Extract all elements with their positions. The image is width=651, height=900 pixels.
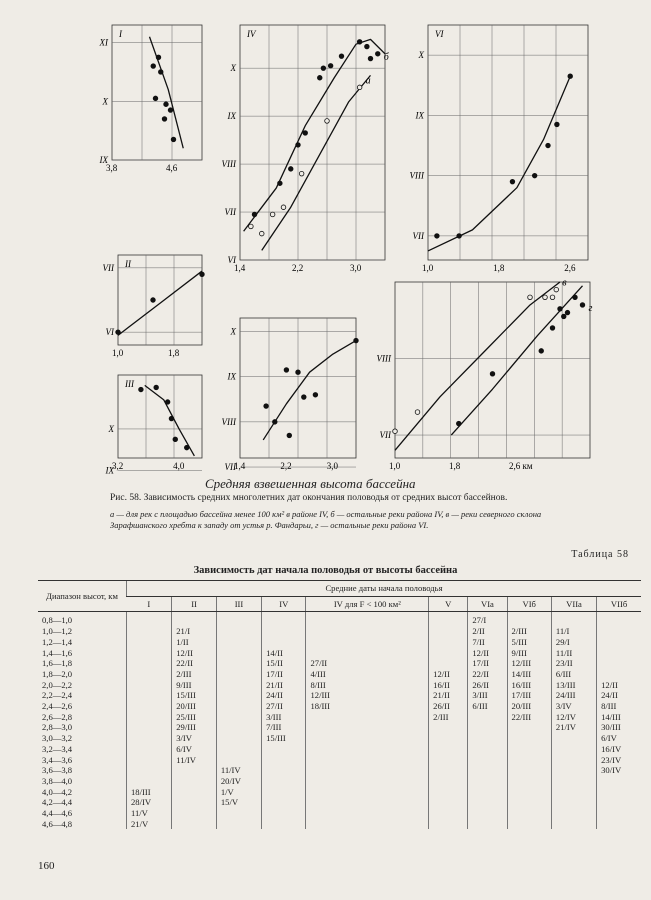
caption-text: Рис. 58. Зависимость средних многолетних дат окончания половодья от средних высот бассейнов. bbox=[110, 493, 508, 503]
data-point bbox=[156, 55, 161, 60]
x-tick-label: 1,8 bbox=[493, 263, 505, 273]
trend-curve bbox=[150, 37, 184, 149]
panel-label: III bbox=[125, 379, 134, 389]
series-label: г bbox=[588, 302, 593, 314]
page-number: 160 bbox=[38, 860, 55, 872]
y-tick-label: X bbox=[108, 423, 114, 434]
data-point-open bbox=[393, 429, 398, 434]
data-point bbox=[284, 368, 289, 373]
trend-curve bbox=[428, 76, 570, 251]
data-point bbox=[435, 234, 440, 239]
table-column: 18/III 28/IV 11/V 21/V bbox=[127, 612, 172, 830]
data-point bbox=[313, 392, 318, 397]
x-tick-label: 3,0 bbox=[350, 263, 362, 273]
data-point bbox=[153, 96, 158, 101]
x-tick-label: 1,4 bbox=[234, 461, 246, 471]
y-tick-label: VIII bbox=[221, 159, 236, 170]
y-tick-label: VIII bbox=[376, 353, 391, 364]
data-point bbox=[321, 66, 326, 71]
trend-curve bbox=[395, 282, 560, 450]
y-tick-label: IX bbox=[227, 371, 236, 382]
x-tick-label: 1,8 bbox=[168, 348, 180, 358]
col-header: VIa bbox=[468, 596, 507, 612]
col-header: VIIб bbox=[597, 596, 641, 612]
data-point bbox=[561, 314, 566, 319]
group-header: Средние даты начала половодья bbox=[127, 581, 642, 597]
data-point bbox=[546, 143, 551, 148]
col-header: III bbox=[216, 596, 261, 612]
data-point bbox=[375, 51, 380, 56]
y-tick-label: VII bbox=[224, 462, 236, 473]
y-tick-label: VII bbox=[412, 230, 424, 241]
panel-frame bbox=[112, 25, 202, 160]
data-point-open bbox=[550, 295, 555, 300]
data-point bbox=[354, 338, 359, 343]
panel-label: VI bbox=[435, 29, 444, 39]
panel-label: I bbox=[119, 29, 122, 39]
data-point bbox=[273, 420, 278, 425]
panel-4 bbox=[103, 255, 205, 358]
data-point bbox=[457, 234, 462, 239]
y-tick-label: IX bbox=[415, 110, 424, 121]
y-tick-label: VIII bbox=[409, 170, 424, 181]
data-point bbox=[200, 272, 205, 277]
panel-frame bbox=[428, 25, 588, 260]
y-tick-label: VII bbox=[379, 430, 391, 441]
data-point bbox=[158, 70, 163, 75]
series-label: в bbox=[562, 277, 567, 289]
data-point bbox=[296, 143, 301, 148]
x-tick-label: 1,8 bbox=[449, 461, 461, 471]
data-point-open bbox=[357, 85, 362, 90]
data-point bbox=[302, 395, 307, 400]
trend-curve bbox=[263, 341, 356, 440]
data-point bbox=[365, 44, 370, 49]
data-point bbox=[303, 131, 308, 136]
y-tick-label: VI bbox=[227, 255, 236, 265]
y-tick-label: X bbox=[418, 50, 424, 61]
caption-legend: а — для рек с площадью бассейна менее 100 км² в районе IV, б — остальные реки района IV, в — реки северного склона Зарафшанского хребта к западу от устья р. Фандарьи, г — остальные реки района VI. bbox=[110, 509, 542, 530]
data-point-open bbox=[325, 119, 330, 124]
x-tick-label: 4,6 bbox=[166, 163, 178, 173]
data-point bbox=[171, 137, 176, 142]
data-point bbox=[278, 181, 283, 186]
x-tick-label: 2,2 bbox=[280, 461, 292, 471]
y-tick-label: VII bbox=[224, 207, 236, 218]
data-point bbox=[252, 212, 257, 217]
col-header: II bbox=[172, 596, 217, 612]
data-point bbox=[165, 400, 170, 405]
panel-frame bbox=[240, 25, 385, 260]
data-point bbox=[580, 303, 585, 308]
col-header: V bbox=[429, 596, 468, 612]
range-column: 0,8—1,0 1,0—1,2 1,2—1,4 1,4—1,6 1,6—1,8 1,8—2,0 2,0—2,2 2,2—2,4 2,4—2,6 2,6—2,8 2,8—3,0 3,0—3,2 3,2—3,4 3,4—3,6 3,6—3,8 3,8—4,0 4,0—4,2 4,2—4,4 4,4—4,6 4,6—4,8 bbox=[42, 615, 73, 829]
y-tick-label: IX bbox=[227, 111, 236, 122]
col-header: VIб bbox=[507, 596, 551, 612]
data-table bbox=[38, 580, 641, 829]
data-point-open bbox=[543, 295, 548, 300]
data-point bbox=[151, 64, 156, 69]
data-point bbox=[555, 122, 560, 127]
series-label: а bbox=[365, 75, 371, 87]
trend-curve bbox=[262, 75, 371, 250]
data-point bbox=[357, 39, 362, 44]
data-point-open bbox=[415, 410, 420, 415]
table-title: Зависимость дат начала половодья от высоты бассейна bbox=[193, 565, 458, 576]
panel-3 bbox=[410, 25, 589, 273]
y-tick-label: IX bbox=[99, 155, 108, 165]
y-tick-label: IX bbox=[105, 465, 114, 476]
data-point-open bbox=[528, 295, 533, 300]
x-tick-label: 2,6 км bbox=[509, 461, 533, 471]
data-point bbox=[532, 173, 537, 178]
data-point bbox=[296, 370, 301, 375]
data-point bbox=[317, 75, 322, 80]
data-point bbox=[164, 102, 169, 107]
panel-label: II bbox=[125, 259, 131, 269]
x-tick-label: 2,2 bbox=[292, 263, 304, 273]
data-point bbox=[151, 298, 156, 303]
col-header: VIIa bbox=[551, 596, 596, 612]
data-point bbox=[568, 74, 573, 79]
data-point bbox=[339, 54, 344, 59]
data-point bbox=[173, 437, 178, 442]
panel-2 bbox=[222, 25, 390, 273]
data-point bbox=[162, 117, 167, 122]
data-point-open bbox=[281, 205, 286, 210]
common-xlabel: Средняя взвешенная высота бассейна bbox=[205, 476, 416, 491]
x-tick-label: 1,0 bbox=[422, 263, 434, 273]
x-tick-label: 1,0 bbox=[389, 461, 401, 471]
data-point-open bbox=[554, 287, 559, 292]
data-point bbox=[565, 310, 570, 315]
y-tick-label: VII bbox=[102, 262, 114, 273]
data-point bbox=[550, 326, 555, 331]
table-column: 14/II 15/II 17/II 21/II 24/II 27/II 3/III 7/III 15/III bbox=[262, 612, 306, 830]
panel-label: IV bbox=[247, 29, 256, 39]
data-point bbox=[573, 295, 578, 300]
data-point bbox=[184, 445, 189, 450]
data-point bbox=[168, 108, 173, 113]
range-header: Диапазон высот, км bbox=[38, 581, 127, 612]
table-column: 21/I 1/II 12/II 22/II 2/III 9/III 15/III 20/III 25/III 29/III 3/IV 6/IV 11/IV bbox=[172, 612, 217, 830]
trend-curve bbox=[118, 271, 202, 335]
data-point bbox=[139, 387, 144, 392]
data-point bbox=[287, 433, 292, 438]
data-point bbox=[510, 179, 515, 184]
series-label: б bbox=[383, 51, 389, 63]
x-tick-label: 1,4 bbox=[234, 263, 246, 273]
data-point bbox=[539, 349, 544, 354]
col-header: IV bbox=[262, 596, 306, 612]
col-header: I bbox=[127, 596, 172, 612]
trend-curve bbox=[451, 286, 582, 435]
data-point bbox=[328, 63, 333, 68]
table-column: 12/II 16/II 21/II 26/II 2/III bbox=[429, 612, 468, 830]
y-tick-label: VIII bbox=[221, 416, 236, 427]
table-column: 12/II 24/II 8/III 14/III 30/III 6/IV 16/IV 23/IV 30/IV bbox=[597, 612, 641, 830]
table-column: 11/I 29/I 11/II 23/II 6/III 13/III 24/III 3/IV 12/IV 21/IV bbox=[551, 612, 596, 830]
panel-5 bbox=[222, 318, 359, 472]
y-tick-label: X bbox=[230, 63, 236, 74]
table-column: 27/I 2/II 7/II 12/II 17/II 22/II 26/II 3/III 6/III bbox=[468, 612, 507, 830]
x-tick-label: 2,6 bbox=[564, 263, 576, 273]
data-point bbox=[169, 416, 174, 421]
table-column: 11/IV 20/IV 1/V 15/V bbox=[216, 612, 261, 830]
table-number: Таблица 58 bbox=[571, 549, 629, 560]
panel-6 bbox=[105, 375, 203, 475]
data-point bbox=[154, 385, 159, 390]
panel-1 bbox=[99, 25, 203, 173]
panel-7 bbox=[377, 278, 593, 471]
data-point bbox=[288, 167, 293, 172]
y-tick-label: XI bbox=[99, 37, 108, 48]
col-header: IV для F < 100 км² bbox=[306, 596, 429, 612]
y-tick-label: X bbox=[102, 96, 108, 107]
data-point-open bbox=[270, 212, 275, 217]
data-point-open bbox=[259, 231, 264, 236]
x-tick-label: 1,0 bbox=[112, 348, 124, 358]
figure-caption bbox=[110, 492, 580, 531]
x-tick-label: 3,8 bbox=[106, 163, 118, 173]
data-point-open bbox=[249, 224, 254, 229]
data-point bbox=[456, 421, 461, 426]
data-point bbox=[368, 56, 373, 61]
table-column: 2/III 5/III 9/III 12/III 14/III 16/III 17/III 20/III 22/III bbox=[507, 612, 551, 830]
table-column: 27/II 4/III 8/III 12/III 18/III bbox=[306, 612, 429, 830]
data-point-open bbox=[299, 171, 304, 176]
x-tick-label: 3,2 bbox=[112, 461, 124, 471]
data-point bbox=[116, 330, 121, 335]
data-point bbox=[558, 306, 563, 311]
y-tick-label: VI bbox=[105, 327, 114, 338]
x-tick-label: 3,0 bbox=[326, 461, 339, 471]
x-tick-label: 4,0 bbox=[173, 461, 185, 471]
data-point bbox=[490, 372, 495, 377]
y-tick-label: X bbox=[230, 326, 236, 337]
data-point bbox=[264, 404, 269, 409]
